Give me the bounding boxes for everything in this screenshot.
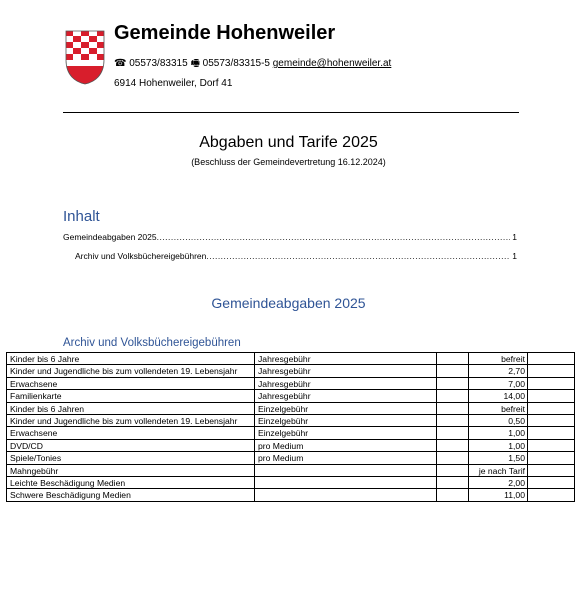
empty-cell (437, 452, 469, 464)
fee-item-cell: Kinder und Jugendliche bis zum vollendeten 19. Lebensjahr (7, 365, 255, 377)
empty-cell (528, 489, 575, 501)
fee-type-cell: Einzelgebühr (255, 415, 437, 427)
fee-type-cell: Jahresgebühr (255, 390, 437, 402)
fee-table (6, 352, 575, 502)
table-row (7, 353, 575, 365)
empty-cell (437, 365, 469, 377)
empty-cell (528, 377, 575, 389)
fee-type-cell: Einzelgebühr (255, 427, 437, 439)
table-row (7, 390, 575, 402)
fee-amount-cell: je nach Tarif (469, 464, 528, 476)
fee-amount-cell: 14,00 (469, 390, 528, 402)
empty-cell (437, 353, 469, 365)
fax-number: 05573/83315-5 (202, 58, 270, 69)
table-row (7, 377, 575, 389)
fee-amount-cell: 0,50 (469, 415, 528, 427)
empty-cell (528, 477, 575, 489)
fee-type-cell (255, 489, 437, 501)
fee-amount-cell: befreit (469, 353, 528, 365)
fee-type-cell: Jahresgebühr (255, 353, 437, 365)
empty-cell (528, 390, 575, 402)
toc-entry-page: 1 (512, 232, 517, 242)
email-link[interactable]: gemeinde@hohenweiler.at (272, 58, 392, 69)
empty-cell (528, 464, 575, 476)
empty-cell (528, 452, 575, 464)
telephone-icon: ☎ (114, 58, 127, 69)
empty-cell (528, 439, 575, 451)
toc-leader-dots (206, 251, 510, 261)
toc-entry-label: Gemeindeabgaben 2025 (63, 232, 157, 242)
fax-icon: 🖷 (190, 58, 200, 69)
header-divider (63, 112, 519, 113)
table-row (7, 464, 575, 476)
fee-item-cell: Mahngebühr (7, 464, 255, 476)
empty-cell (437, 390, 469, 402)
document-subtitle: (Beschluss der Gemeindevertretung 16.12.2024) (191, 157, 386, 167)
fee-item-cell: Erwachsene (7, 377, 255, 389)
fee-amount-cell: 2,70 (469, 365, 528, 377)
empty-cell (437, 489, 469, 501)
municipal-crest-logo (65, 30, 105, 85)
phone-number: 05573/83315 (129, 58, 188, 69)
table-row (7, 439, 575, 451)
fee-item-cell: Spiele/Tonies (7, 452, 255, 464)
table-row (7, 415, 575, 427)
toc-heading: Inhalt (63, 208, 100, 225)
fee-item-cell: Familienkarte (7, 390, 255, 402)
table-row (7, 427, 575, 439)
organization-name: Gemeinde Hohenweiler (114, 22, 336, 44)
table-row (7, 452, 575, 464)
fee-item-cell: DVD/CD (7, 439, 255, 451)
fee-item-cell: Kinder und Jugendliche bis zum vollendeten 19. Lebensjahr (7, 415, 255, 427)
fee-amount-cell: 1,50 (469, 452, 528, 464)
fee-amount-cell: 1,00 (469, 427, 528, 439)
fee-item-cell: Kinder bis 6 Jahren (7, 402, 255, 414)
empty-cell (528, 427, 575, 439)
postal-address: 6914 Hohenweiler, Dorf 41 (114, 78, 233, 89)
fee-amount-cell: 2,00 (469, 477, 528, 489)
fee-item-cell: Leichte Beschädigung Medien (7, 477, 255, 489)
fee-type-cell: Jahresgebühr (255, 365, 437, 377)
empty-cell (528, 353, 575, 365)
fee-type-cell: pro Medium (255, 452, 437, 464)
fee-amount-cell: 1,00 (469, 439, 528, 451)
subsection-heading: Archiv und Volksbüchereigebühren (63, 337, 241, 349)
toc-entry-label: Archiv und Volksbüchereigebühren (75, 251, 207, 261)
empty-cell (528, 415, 575, 427)
table-row (7, 365, 575, 377)
toc-entry[interactable] (63, 232, 517, 242)
contact-line (114, 56, 391, 73)
document-title: Abgaben und Tarife 2025 (199, 134, 378, 151)
toc-entry-page: 1 (512, 251, 517, 261)
toc-entry[interactable] (75, 251, 517, 261)
empty-cell (437, 439, 469, 451)
empty-cell (437, 377, 469, 389)
toc-leader-dots (157, 232, 511, 242)
fee-item-cell: Schwere Beschädigung Medien (7, 489, 255, 501)
fee-amount-cell: 7,00 (469, 377, 528, 389)
fee-type-cell (255, 464, 437, 476)
fee-type-cell: Einzelgebühr (255, 402, 437, 414)
fee-type-cell (255, 477, 437, 489)
table-row (7, 477, 575, 489)
table-row (7, 402, 575, 414)
empty-cell (437, 464, 469, 476)
empty-cell (528, 402, 575, 414)
empty-cell (437, 402, 469, 414)
fee-amount-cell: 11,00 (469, 489, 528, 501)
table-row (7, 489, 575, 501)
fee-type-cell: Jahresgebühr (255, 377, 437, 389)
empty-cell (437, 477, 469, 489)
fee-item-cell: Kinder bis 6 Jahre (7, 353, 255, 365)
empty-cell (437, 415, 469, 427)
empty-cell (437, 427, 469, 439)
fee-item-cell: Erwachsene (7, 427, 255, 439)
fee-amount-cell: befreit (469, 402, 528, 414)
section-heading: Gemeindeabgaben 2025 (211, 295, 366, 311)
empty-cell (528, 365, 575, 377)
fee-type-cell: pro Medium (255, 439, 437, 451)
